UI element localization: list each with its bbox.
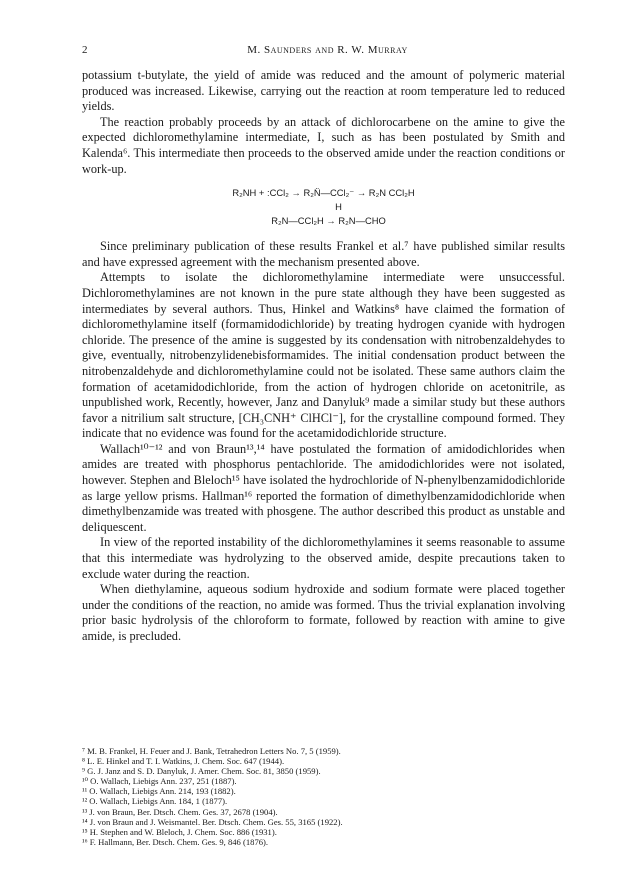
footnote: ¹¹ O. Wallach, Liebigs Ann. 214, 193 (1882).: [82, 786, 236, 797]
footnote: ¹⁰ O. Wallach, Liebigs Ann. 237, 251 (1887).: [82, 776, 237, 787]
page-number: 2: [82, 44, 88, 56]
paragraph: In view of the reported instability of the dichloromethylamines it seems reasonable to assume that this intermediate was hydrolyzing to the observed amide, despite precautions taken to exclude water during the reaction.: [82, 535, 565, 581]
paragraph: When diethylamine, aqueous sodium hydroxide and sodium formate were placed together under the conditions of the reaction, no amide was formed. Thus the trivial explanation involving prior basic hydrolysis of the chloroform to formate, followed by reaction with amine to give amide, is precluded.: [82, 582, 565, 643]
paragraph: Attempts to isolate the dichloromethylamine intermediate were unsuccessful. Dichloromethylamines are not known in the pure state although they have been suggested as intermediates by several authors. Thus, Hinkel and Watkins⁸ have claimed the formation of dichloromethylamine itself (formamidodichloride) by treating hydrogen cyanide with hydrogen chloride. The presence of the amine is suggested by its condensation with nitrobenzaldehydes to give, eventually, nitrobenzylidenebisformamides. The initial condensation product between the nitrobenzaldehyde and dichloromethylamine could not be isolated. These same authors claim the formation of acetamidodichloride, from the action of hydrogen chloride on acetonitrile, as unpublished work, Recently, however, Janz and Danyluk⁹ made a similar study but these authors favor a nitrilium salt structure, [CH₃CNH⁺ ClHCl⁻], for the crystalline compound formed. They indicate that no evidence was found for the acetamidodichloride structure.: [82, 270, 565, 441]
page-header: [82, 44, 573, 60]
paragraph: The reaction probably proceeds by an attack of dichlorocarbene on the amine to give the expected dichloromethylamine intermediate, I, such as has been postulated by Smith and Kalenda⁶. This intermediate then proceeds to the observed amide under the reaction conditions or work-up.: [82, 114, 565, 176]
paragraph: Wallach¹⁰⁻¹² and von Braun¹³,¹⁴ have postulated the formation of amidodichlorides when amides are treated with phosphorus pentachloride. The amidodichlorides were not isolated, however. Stephen and Bleloch¹⁵ have isolated the hydrochloride of N-phenylbenzamidodichloride as large yellow prisms. Hallman¹⁶ reported the formation of dimethylbenzamidodichloride when dimethylbenzamide was treated with phosgene. The author described this product as unstable and deliquescent.: [82, 441, 565, 534]
scheme-line-2: H: [335, 201, 342, 213]
paragraph: potassium t-butylate, the yield of amide was reduced and the amount of polymeric material produced was increased. Likewise, carrying out the reaction at room temperature led to reduced yields.: [82, 68, 565, 114]
body-text: [82, 68, 565, 645]
scheme-line-3: R₂N—CCl₂H → R₂N—CHO: [271, 215, 386, 227]
footnote: ¹² O. Wallach, Liebigs Ann. 184, 1 (1877).: [82, 796, 228, 807]
footnote: ¹⁴ J. von Braun and J. Weismantel. Ber. Dtsch. Chem. Ges. 55, 3165 (1922).: [82, 816, 343, 827]
paragraph: Since preliminary publication of these results Frankel et al.⁷ have published similar results and have expressed agreement with the mechanism presented above.: [82, 239, 565, 269]
footnote: ¹⁵ H. Stephen and W. Bleloch, J. Chem. Soc. 886 (1931).: [82, 826, 277, 837]
footnote: ⁹ G. J. Janz and S. D. Danyluk, J. Amer. Chem. Soc. 81, 3850 (1959).: [82, 766, 321, 777]
scheme-line-1: R₂NH + :CCl₂ → R₂N̈—CCl₂⁻ → R₂N CCl₂H: [232, 187, 415, 199]
footnote: ⁷ M. B. Frankel, H. Feuer and J. Bank, Tetrahedron Letters No. 7, 5 (1959).: [82, 746, 341, 756]
footnote: ¹³ J. von Braun, Ber. Dtsch. Chem. Ges. 37, 2678 (1904).: [82, 806, 278, 817]
footnote: ⁸ L. E. Hinkel and T. I. Watkins, J. Chem. Soc. 647 (1944).: [82, 756, 285, 767]
running-head: M. Saunders and R. W. Murray: [247, 44, 408, 56]
footnotes: [82, 746, 565, 847]
footnote: ¹⁶ F. Hallmann, Ber. Dtsch. Chem. Ges. 9, 846 (1876).: [82, 836, 269, 847]
reaction-scheme: [82, 186, 565, 228]
